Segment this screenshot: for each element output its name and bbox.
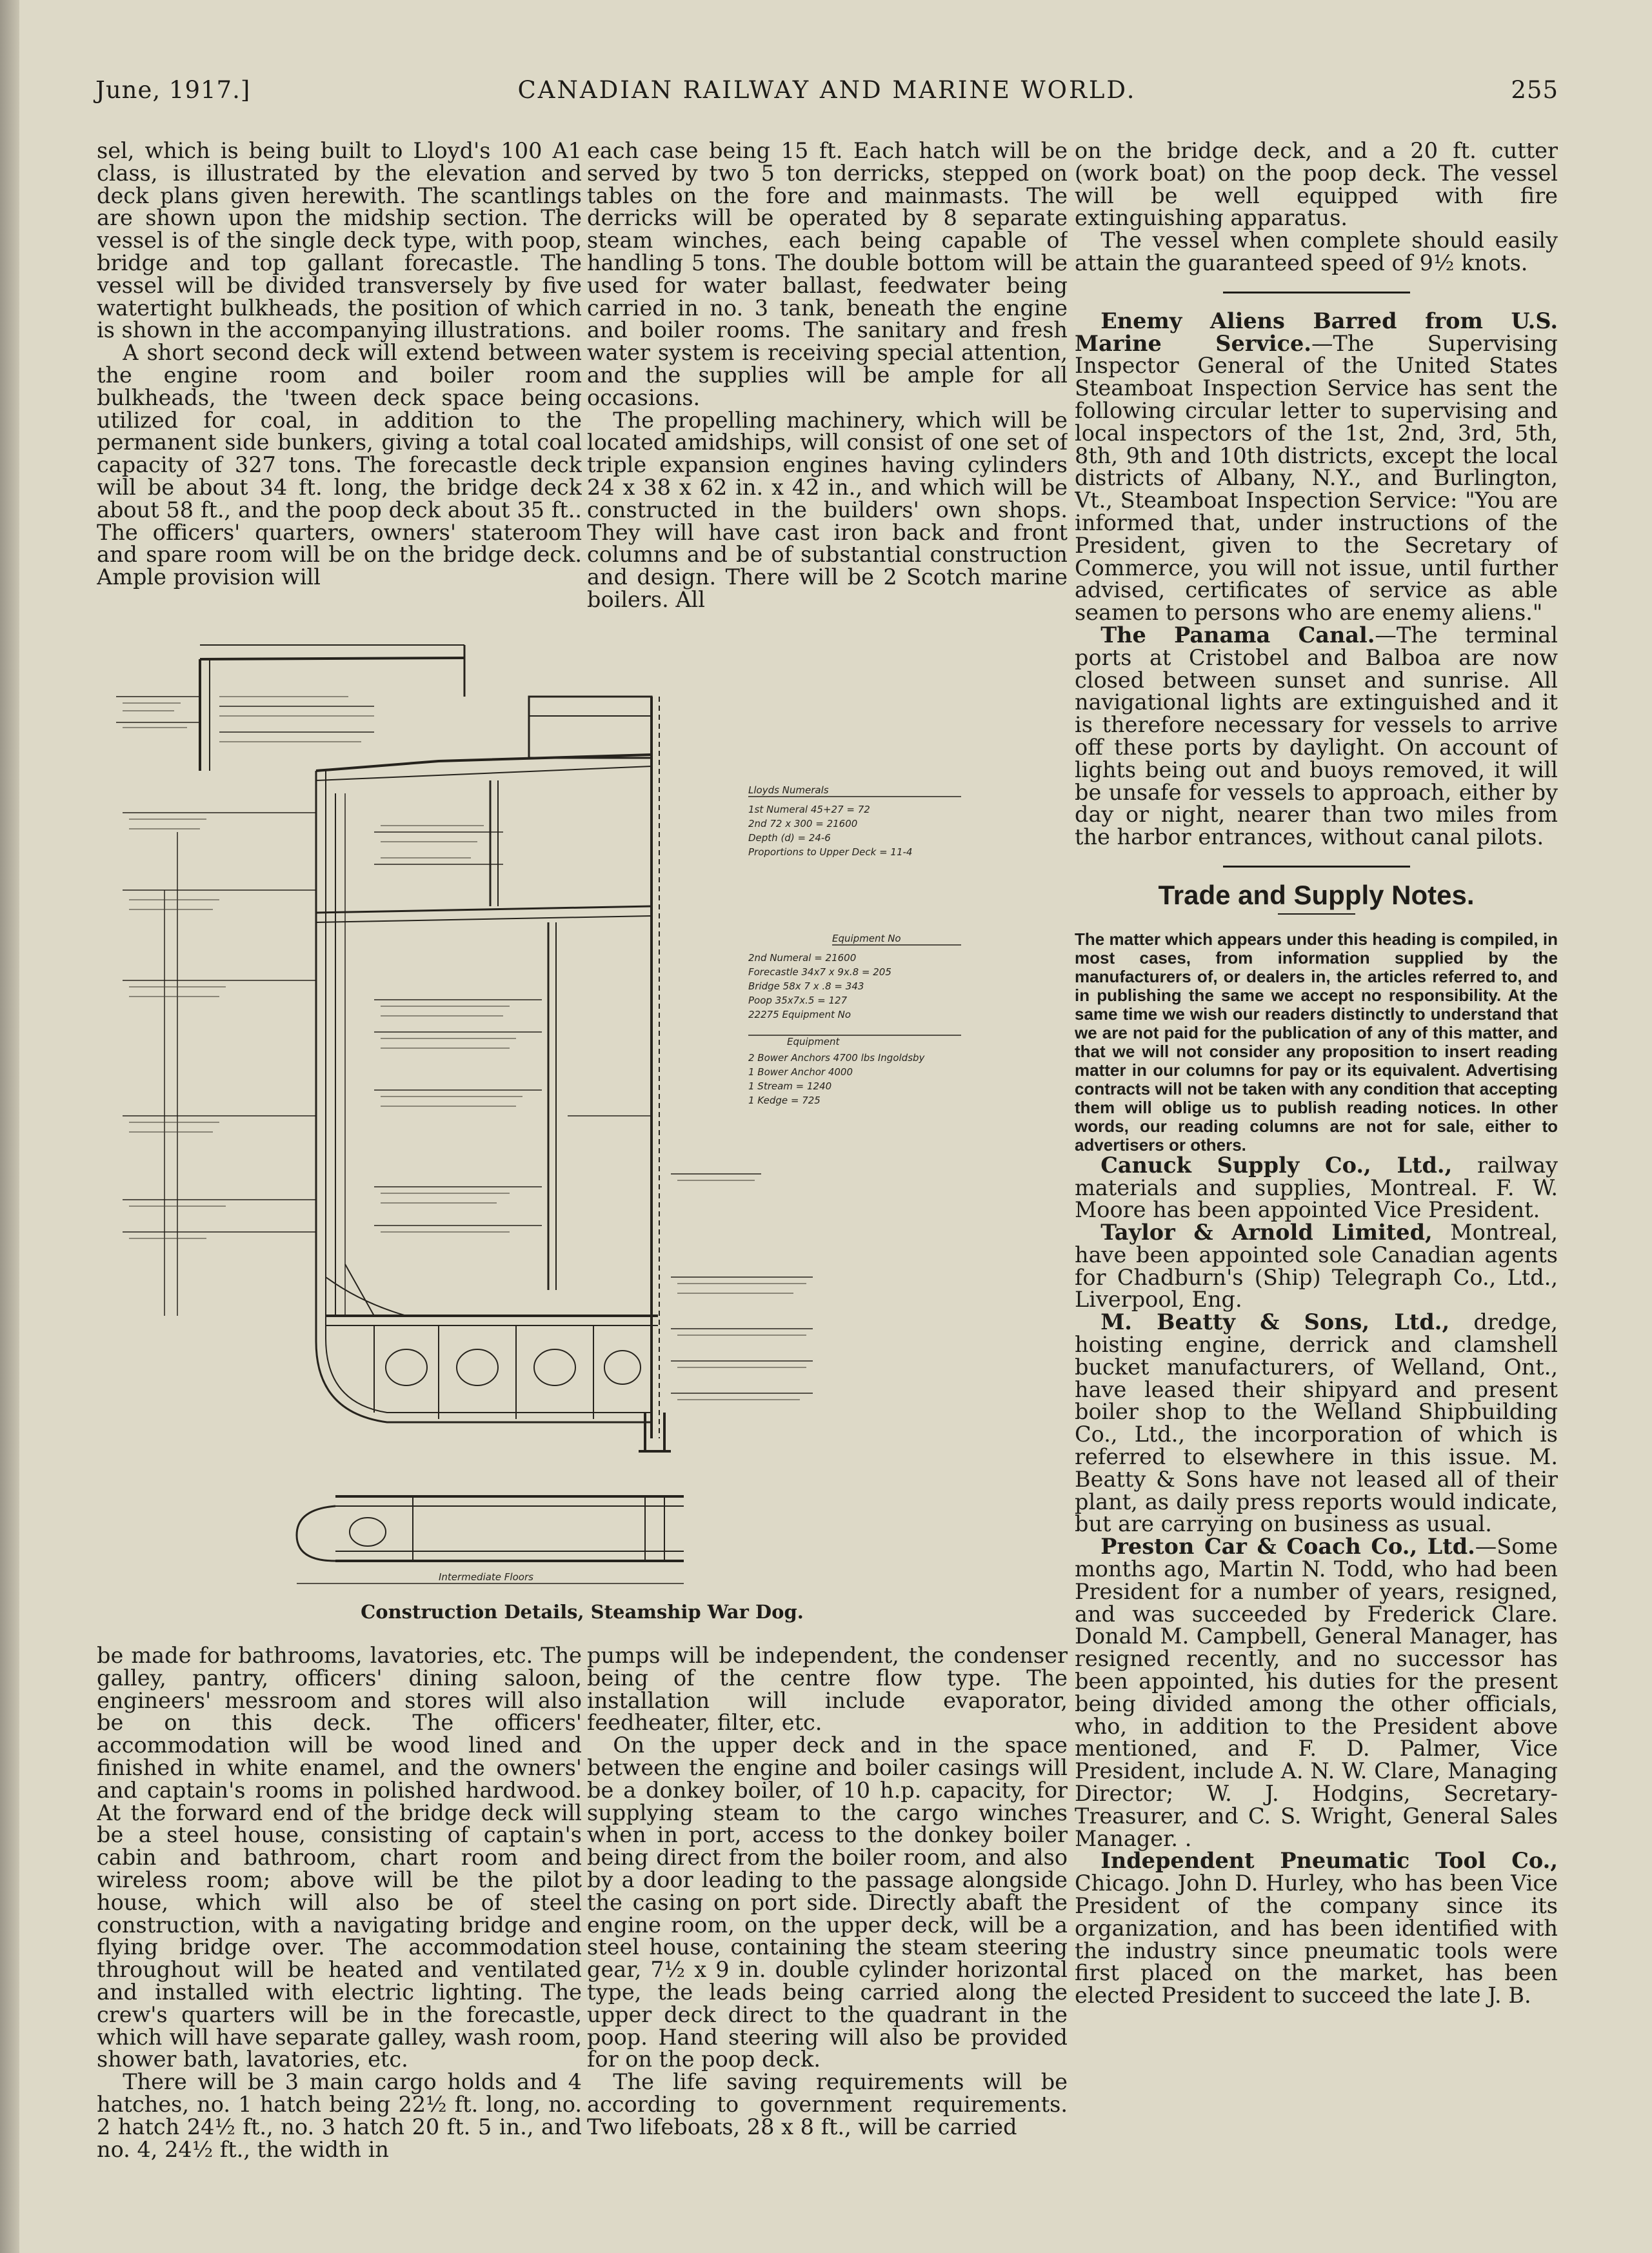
run-in-heading: The Panama Canal.	[1100, 622, 1375, 648]
column-2-bottom	[587, 1645, 1068, 2161]
lloyds-numerals-title: Lloyds Numerals	[748, 784, 829, 796]
trade-note	[1075, 1536, 1558, 1850]
note-text: railway materials and supplies, Montreal. F. W. Moore has been appointed Vice President.	[1075, 1152, 1558, 1223]
news-text: —The Supervising Inspector General of the United States Steamboat Inspection Service has sent the following circular letter to supervising and local inspectors of the 1st, 2nd, 3rd, 5th, 8th, 9th and 10th districts, except the local districts of Albany, N.Y., and Burlington, Vt., Steamboat Inspection Service: "You are informed that, under instructions of the President, given to the Secretary of Commerce, you will not issue, until further advised, certificates of service as able seamen to persons who are enemy aliens."	[1075, 330, 1558, 626]
company-name: Independent Pneumatic Tool Co.,	[1100, 1848, 1558, 1874]
trade-note	[1075, 1850, 1558, 2007]
paragraph: on the bridge deck, and a 20 ft. cutter (work boat) on the poop deck. The vessel will be well equipped with fire extinguishing apparatus.	[1075, 140, 1558, 231]
magazine-page	[19, 0, 1652, 2253]
column-2-top	[587, 140, 1068, 616]
section-divider	[1223, 866, 1410, 868]
company-name: Canuck Supply Co., Ltd.,	[1100, 1152, 1453, 1178]
lloyds-row: 1st Numeral 45+27 = 72	[748, 804, 870, 815]
title-underline	[1278, 913, 1355, 915]
column-1-bottom	[97, 1645, 582, 2161]
paragraph: sel, which is being built to Lloyd's 100 A1 class, is illustrated by the elevation and deck plans given herewith. The scantlings are shown upon the midship section. The vessel is of the single deck type, with poop, bridge and top gallant forecastle. The vessel will be divided transversely by five watertight bulkheads, the position of which is shown in the accompanying illustrations.	[97, 140, 582, 343]
trade-notes-disclaimer: The matter which appears under this heading is compiled, in most cases, from information supplied by the manufacturers of, or dealers in, the articles referred to, and in publishing the same we accept no responsibility. At the same time we wish our readers distinctly to understand that we are not paid for the publication of any of this matter, and that we will not consider any proposition to insert reading matter in our columns for pay or its equivalent. Advertising contracts will not be taken with any condition that accepting them will oblige us to publish reading notices. In other words, our reading columns are not for sale, either to advertisers or others.	[1075, 929, 1558, 1155]
news-item-panama-canal	[1075, 624, 1558, 849]
lloyds-row: 2nd 72 x 300 = 21600	[748, 818, 858, 829]
scantling-annotation-lines	[123, 697, 806, 1400]
paragraph: be made for bathrooms, lavatories, etc. The galley, pantry, officers' dining saloon, engineers' messroom and stores will also be on this deck. The officers' accommodation will be wood lined and finished in white enamel, and the owners' and captain's rooms in polished hardwood. At the forward end of the bridge deck will be a steel house, consisting of captain's cabin and bathroom, chart room and wireless room; above will be the pilot house, which will also be of steel construction, with a navigating bridge and flying bridge over. The accommodation throughout will be heated and ventilated and installed with electric lighting. The crew's quarters will be in the forecastle, which will have separate galley, wash room, shower bath, lavatories, etc.	[97, 1645, 582, 2072]
equipment-row: 2nd Numeral = 21600	[748, 952, 857, 964]
page-binding-edge	[0, 0, 19, 2253]
company-name: M. Beatty & Sons, Ltd.,	[1100, 1309, 1450, 1335]
company-name: Preston Car & Coach Co., Ltd.	[1100, 1534, 1475, 1560]
news-text: —The terminal ports at Cristobel and Balboa are now closed between sunset and sunrise. All navigational lights are extinguished and it is therefore necessary for vessels to arrive off these ports by daylight. On account of lights being out and buoys removed, it will be unsafe for vessels to approach, either by day or night, nearer than two miles from the harbor entrances, without canal pilots.	[1075, 622, 1558, 850]
equipment-list-row: 1 Bower Anchor 4000	[748, 1066, 853, 1078]
page-number: 255	[1511, 76, 1558, 104]
issue-date: June, 1917.]	[95, 76, 251, 104]
trade-note	[1075, 1311, 1558, 1536]
equipment-row: 22275 Equipment No	[748, 1009, 851, 1020]
equipment-row: Bridge 58x 7 x .8 = 343	[748, 980, 864, 992]
publication-title: CANADIAN RAILWAY AND MARINE WORLD.	[517, 76, 1137, 104]
section-divider	[1223, 292, 1410, 293]
figure-caption: Construction Details, Steamship War Dog.	[361, 1601, 804, 1623]
company-name: Taylor & Arnold Limited,	[1100, 1220, 1433, 1246]
equipment-list-row: 2 Bower Anchors 4700 lbs Ingoldsby	[748, 1052, 925, 1064]
trade-note	[1075, 1152, 1558, 1223]
paragraph: A short second deck will extend between the engine room and boiler room bulkheads, the 'tween deck space being utilized for coal, in addition to the permanent side bunkers, giving a total coal capacity of 327 tons. The forecastle deck will be about 34 ft. long, the bridge deck about 58 ft., and the poop deck about 35 ft.. The officers' quarters, owners' stateroom and spare room will be on the bridge deck. Ample provision will	[97, 340, 582, 590]
construction-drawing-svg	[103, 619, 1064, 1596]
equipment-title: Equipment No	[832, 933, 901, 944]
lloyds-row: Proportions to Upper Deck = 11-4	[748, 846, 913, 858]
news-item-enemy-aliens	[1075, 310, 1558, 624]
paragraph: each case being 15 ft. Each hatch will be served by two 5 ton derricks, stepped on tables on the fore and mainmasts. The derricks will be operated by 8 separate steam winches, each being capable of handling 5 tons. The double bottom will be used for water ballast, feedwater being carried in no. 3 tank, beneath the engine and boiler rooms. The sanitary and fresh water system is receiving special attention, and the supplies will be ample for all occasions.	[587, 140, 1068, 410]
midship-section-drawing	[103, 619, 1064, 1596]
paragraph: pumps will be independent, the condenser being of the centre flow type. The installation will include evaporator, feedheater, filter, etc.	[587, 1645, 1068, 1736]
running-head	[95, 76, 1558, 115]
section-title-trade-notes: Trade and Supply Notes.	[1158, 879, 1475, 910]
trade-note	[1075, 1222, 1558, 1311]
paragraph: The propelling machinery, which will be located amidships, will consist of one set of triple expansion engines having cylinders 24 x 38 x 62 in. x 42 in., and which will be constructed in the builders' own shops. They will have cast iron back and front columns and be of substantial construction and design. There will be 2 Scotch marine boilers. All	[587, 407, 1068, 612]
intermediate-floors-label: Intermediate Floors	[439, 1571, 533, 1583]
lloyds-row: Depth (d) = 24-6	[748, 832, 831, 844]
column-1-top	[97, 140, 582, 616]
paragraph: There will be 3 main cargo holds and 4 hatches, no. 1 hatch being 22½ ft. long, no. 2 hatch 24½ ft., no. 3 hatch 20 ft. 5 in., and no. 4, 24½ ft., the width in	[97, 2069, 582, 2161]
equipment-list-row: 1 Kedge = 725	[748, 1095, 821, 1106]
paragraph: The vessel when complete should easily attain the guaranteed speed of 9½ knots.	[1075, 228, 1558, 275]
equipment-row: Poop 35x7x.5 = 127	[748, 995, 848, 1006]
equipment-row: Forecastle 34x7 x 9x.8 = 205	[748, 966, 891, 978]
note-text: Montreal, have been appointed sole Canadian agents for Chadburn's (Ship) Telegraph Co., Ltd., Liverpool, Eng.	[1075, 1220, 1558, 1313]
paragraph: On the upper deck and in the space between the engine and boiler casings will be a donkey boiler, of 10 h.p. capacity, for supplying steam to the cargo winches when in port, access to the donkey boiler being direct from the boiler room, and also by a door leading to the passage alongside the casing on port side. Directly abaft the engine room, on the upper deck, will be a steel house, containing the steam steering gear, 7½ x 9 in. double cylinder horizontal type, the leads being carried along the upper deck direct to the quadrant in the poop. Hand steering will also be provided for on the poop deck.	[587, 1732, 1068, 2072]
paragraph: The life saving requirements will be according to government requirements. Two lifeboats, 28 x 8 ft., will be carried	[587, 2069, 1068, 2139]
note-text: —Some months ago, Martin N. Todd, who had been President for a number of years, resigned, and was succeeded by Frederick Clare. Donald M. Campbell, General Manager, has resigned recently, and no successor has been appointed, his duties for the present being divided among the other officials, who, in addition to the President above mentioned, and F. D. Palmer, Vice President, include A. N. W. Clare, Managing Director; W. J. Hodgins, Secretary-Treasurer, and C. S. Wright, General Sales Manager. .	[1075, 1534, 1558, 1851]
equipment-list-title: Equipment	[787, 1036, 840, 1047]
equipment-list-row: 1 Stream = 1240	[748, 1080, 832, 1092]
note-text: dredge, hoisting engine, derrick and clamshell bucket manufacturers, of Welland, Ont., have leased their shipyard and present boiler shop to the Welland Shipbuilding Co., Ltd., the incorporation of which is referred to elsewhere in this issue. M. Beatty & Sons have not leased all of their plant, as daily press reports would indicate, but are carrying on business as usual.	[1075, 1309, 1558, 1537]
note-text: Chicago. John D. Hurley, who has been Vice President of the company since its organization, and has been identified with the industry since pneumatic tools were first placed on the market, has been elected President to succeed the late J. B.	[1075, 1871, 1558, 2009]
column-3	[1075, 140, 1558, 2165]
run-in-heading: Enemy Aliens Barred from U.S. Marine Service.	[1075, 308, 1558, 356]
